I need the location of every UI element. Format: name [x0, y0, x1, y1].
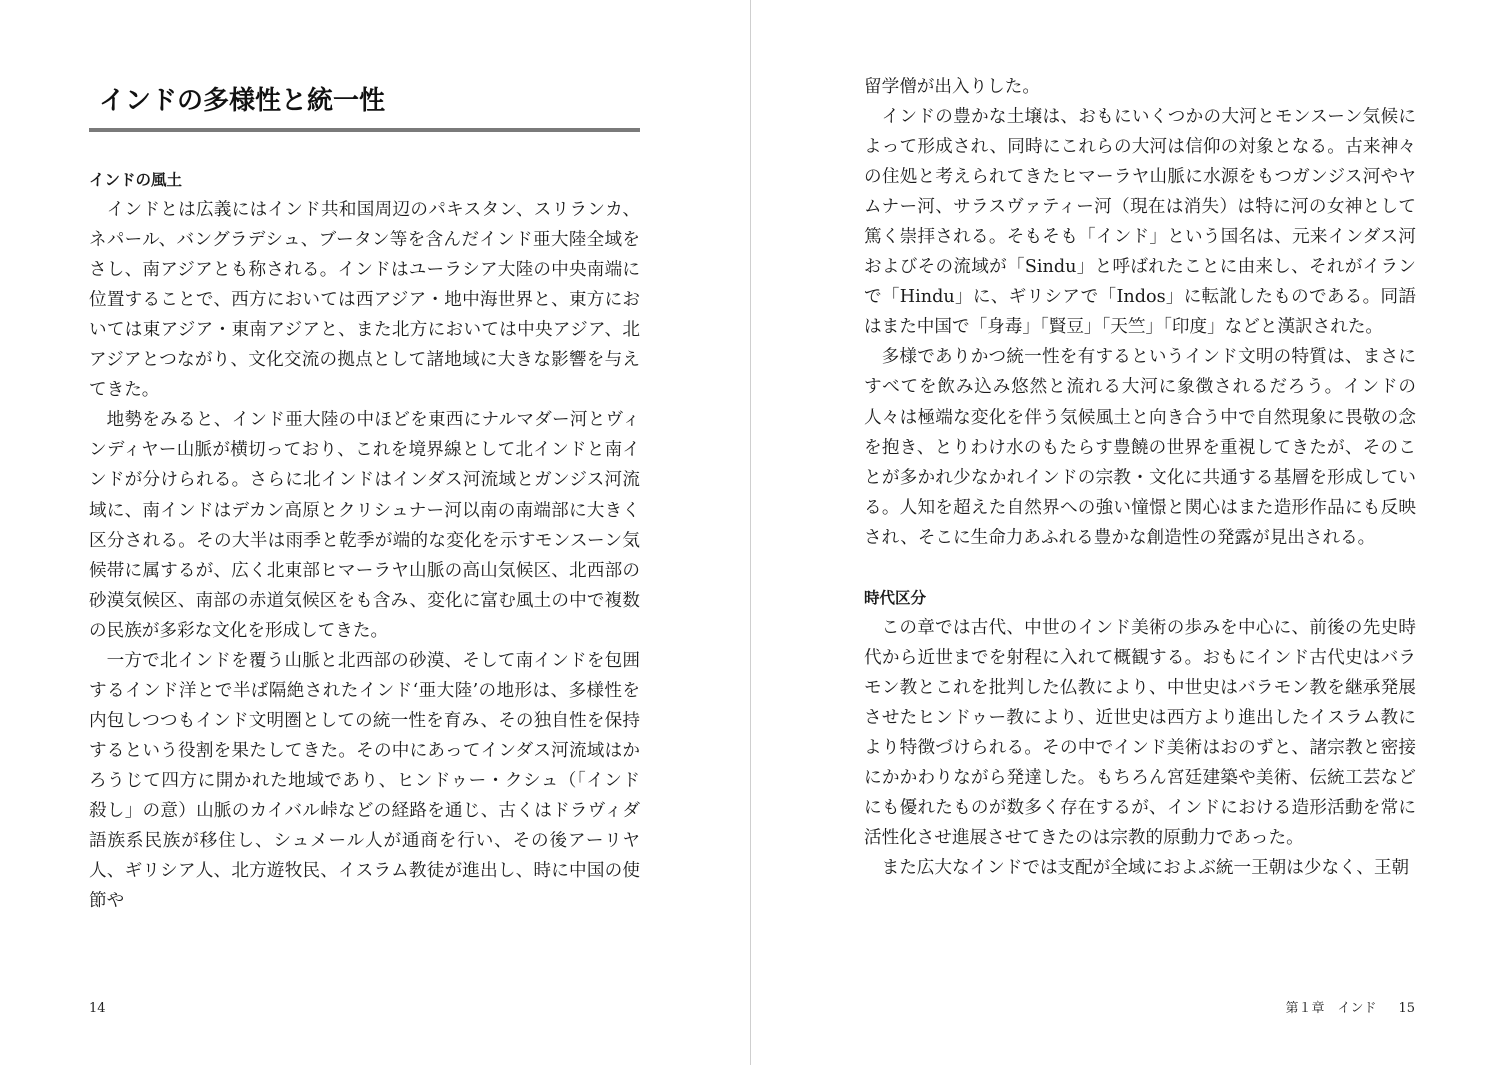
chapter-title-block — [89, 82, 640, 132]
paragraph: この章では古代、中世のインド美術の歩みを中心に、前後の先史時代から近世までを射程に入れて概観する。おもにインド古代史はバラモン教とこれを批判した仏教により、中世史はバラモン教を継承発展させたヒンドゥー教により、近世史は西方より進出したイスラム教により特徴づけられる。その中でインド美術はおのずと、諸宗教と密接にかかわりながら発達した。もちろん宮廷建築や美術、伝統工芸などにも優れたものが数多く存在するが、インドにおける造形活動を常に活性化させ進展させてきたのは宗教的原動力であった。 — [864, 617, 1416, 849]
section-spacer — [864, 553, 1416, 583]
left-text-block — [89, 165, 640, 916]
right-text-block — [864, 72, 1416, 883]
section-heading-fudo: インドの風土 — [89, 171, 183, 189]
left-page — [0, 0, 750, 1065]
running-head: 第１章 インド — [1285, 1001, 1377, 1016]
paragraph: インドとは広義にはインド共和国周辺のパキスタン、スリランカ、ネパール、バングラデシュ、ブータン等を含んだインド亜大陸全域をさし、南アジアとも称される。インドはユーラシア大陸の中央南端に位置することで、西方においては西アジア・地中海世界と、東方においては東アジア・東南アジアと、また北方においては中央アジア、北アジアとつながり、文化交流の拠点として諸地域に大きな影響を与えてきた。 — [89, 200, 640, 401]
page-number-left: 14 — [89, 1001, 106, 1016]
page-number-right: 15 — [1398, 1001, 1415, 1016]
paragraph: インドの豊かな土壌は、おもにいくつかの大河とモンスーン気候によって形成され、同時にこれらの大河は信仰の対象となる。古来神々の住処と考えられてきたヒマーラヤ山脈に水源をもつガンジス河やヤムナー河、サラスヴァティー河（現在は消失）は特に河の女神として篤く崇拝される。そもそも「インド」という国名は、元来インダス河およびその流域が「Sindu」と呼ばれたことに由来し、それがイランで「Hindu」に、ギリシアで「Indos」に転訛したものである。同語はまた中国で「身毒」「賢豆」「天竺」「印度」などと漢訳された。 — [864, 107, 1416, 338]
paragraph: また広大なインドでは支配が全域におよぶ統一王朝は少なく、王朝 — [881, 858, 1410, 879]
paragraph: 多様でありかつ統一性を有するというインド文明の特質は、まさにすべてを飲み込み悠然と流れる大河に象徴されるだろう。インドの人々は極端な変化を伴う気候風土と向き合う中で自然現象に畏敬の念を抱き、とりわけ水のもたらす豊饒の世界を重視してきたが、そのことが多かれ少なかれインドの宗教・文化に共通する基層を形成している。人知を超えた自然界への強い憧憬と関心はまた造形作品にも反映され、そこに生命力あふれる豊かな創造性の発露が見出される。 — [864, 347, 1416, 548]
paragraph: 一方で北インドを覆う山脈と北西部の砂漠、そして南インドを包囲するインド洋とで半ば隔絶されたインド‘亜大陸’の地形は、多様性を内包しつつもインド文明圏としての統一性を育み、その独自性を保持するという役割を果たしてきた。その中にあってインダス河流域はかろうじて四方に開かれた地域であり、ヒンドゥー・クシュ（「インド殺し」の意）山脈のカイバル峠などの経路を通じ、古くはドラヴィダ語族系民族が移住し、シュメール人が通商を行い、その後アーリヤ人、ギリシア人、北方遊牧民、イスラム教徒が進出し、時に中国の使節や — [89, 650, 640, 912]
section-heading-jidai: 時代区分 — [864, 588, 927, 607]
continued-paragraph: 留学僧が出入りした。 — [864, 77, 1040, 97]
right-page — [751, 0, 1502, 1065]
folio-right — [1285, 1000, 1415, 1018]
chapter-title: インドの多様性と統一性 — [99, 86, 386, 116]
paragraph: 地勢をみると、インド亜大陸の中ほどを東西にナルマダー河とヴィンディヤー山脈が横切っており、これを境界線として北インドと南インドが分けられる。さらに北インドはインダス河流域とガンジス河流域に、南インドはデカン高原とクリシュナー河以南の南端部に大きく区分される。その大半は雨季と乾季が端的な変化を示すモンスーン気候帯に属するが、広く北東部ヒマーラヤ山脈の高山気候区、北西部の砂漠気候区、南部の赤道気候区をも含み、変化に富む風土の中で複数の民族が多彩な文化を形成してきた。 — [89, 410, 640, 641]
